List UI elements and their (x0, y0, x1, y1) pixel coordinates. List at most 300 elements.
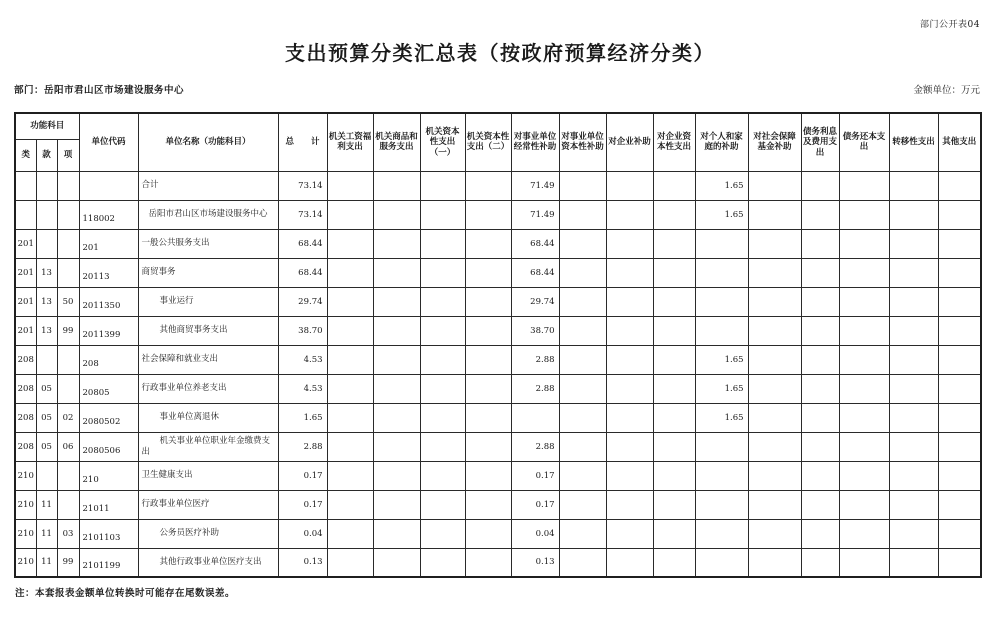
value-cell (606, 432, 653, 461)
unit-name-cell: 合计 (138, 171, 278, 200)
value-cell: 0.17 (511, 461, 559, 490)
value-cell: 71.49 (511, 200, 559, 229)
value-cell (373, 519, 420, 548)
value-cell (748, 461, 801, 490)
value-cell (938, 519, 981, 548)
value-cell (559, 432, 606, 461)
header-col-9: 对企业补助 (606, 113, 653, 171)
value-cell: 0.17 (511, 490, 559, 519)
value-cell (373, 200, 420, 229)
value-cell (420, 258, 465, 287)
unit-code-cell: 21011 (79, 490, 138, 519)
func-section-cell: 13 (36, 287, 57, 316)
value-cell (420, 432, 465, 461)
value-cell (801, 229, 839, 258)
value-cell (748, 490, 801, 519)
func-class-cell: 208 (15, 374, 36, 403)
value-cell (889, 432, 938, 461)
value-cell (889, 548, 938, 577)
doc-code-label: 部门公开表04 (920, 20, 980, 30)
value-cell (748, 316, 801, 345)
value-cell (327, 519, 373, 548)
value-cell (938, 171, 981, 200)
header-function-group: 功能科目 (15, 113, 79, 139)
value-cell (420, 490, 465, 519)
value-cell (559, 345, 606, 374)
value-cell (606, 316, 653, 345)
value-cell (801, 432, 839, 461)
value-cell (801, 200, 839, 229)
value-cell (801, 316, 839, 345)
value-cell (938, 258, 981, 287)
value-cell (606, 548, 653, 577)
unit-code-cell: 20805 (79, 374, 138, 403)
value-cell (839, 490, 889, 519)
value-cell (606, 403, 653, 432)
func-item-cell (57, 461, 79, 490)
value-cell (938, 200, 981, 229)
value-cell (465, 548, 511, 577)
value-cell (938, 287, 981, 316)
unit-name-cell: 一般公共服务支出 (138, 229, 278, 258)
table-footnote: 注：本套报表金额单位转换时可能存在尾数误差。 (15, 588, 236, 599)
header-func-sub-0: 类 (15, 139, 36, 171)
value-cell (465, 316, 511, 345)
value-cell (327, 374, 373, 403)
func-class-cell: 210 (15, 490, 36, 519)
value-cell (748, 432, 801, 461)
func-section-cell: 11 (36, 548, 57, 577)
value-cell (559, 519, 606, 548)
value-cell: 1.65 (695, 403, 748, 432)
value-cell: 1.65 (695, 374, 748, 403)
table-row (15, 171, 981, 200)
func-class-cell: 208 (15, 432, 36, 461)
total-cell: 4.53 (278, 345, 327, 374)
value-cell (938, 316, 981, 345)
func-item-cell: 02 (57, 403, 79, 432)
value-cell (653, 490, 695, 519)
value-cell (373, 316, 420, 345)
page-title: 支出预算分类汇总表（按政府预算经济分类） (285, 41, 715, 65)
value-cell (801, 461, 839, 490)
unit-name-cell: 岳阳市君山区市场建设服务中心 (138, 200, 278, 229)
value-cell: 1.65 (695, 171, 748, 200)
value-cell (695, 287, 748, 316)
header-col-12: 对社会保障基金补助 (748, 113, 801, 171)
func-item-cell (57, 345, 79, 374)
value-cell (373, 490, 420, 519)
value-cell (420, 200, 465, 229)
value-cell (420, 403, 465, 432)
value-cell (465, 519, 511, 548)
value-cell (559, 200, 606, 229)
value-cell (938, 345, 981, 374)
value-cell: 1.65 (695, 345, 748, 374)
table-row (15, 200, 981, 229)
value-cell (801, 258, 839, 287)
value-cell (606, 258, 653, 287)
value-cell (559, 229, 606, 258)
total-cell: 0.17 (278, 461, 327, 490)
header-col-14: 债务还本支出 (839, 113, 889, 171)
unit-code-cell: 2011399 (79, 316, 138, 345)
func-class-cell (15, 200, 36, 229)
value-cell (420, 229, 465, 258)
unit-name-cell: 卫生健康支出 (138, 461, 278, 490)
value-cell (839, 519, 889, 548)
value-cell (653, 287, 695, 316)
value-cell (373, 229, 420, 258)
value-cell (938, 490, 981, 519)
unit-code-cell: 210 (79, 461, 138, 490)
value-cell: 68.44 (511, 229, 559, 258)
table-row (15, 374, 981, 403)
value-cell (373, 548, 420, 577)
func-item-cell (57, 258, 79, 287)
value-cell (606, 200, 653, 229)
value-cell (559, 403, 606, 432)
value-cell (839, 432, 889, 461)
unit-name-cell: 事业运行 (138, 287, 278, 316)
header-col-6: 机关资本性支出（二） (465, 113, 511, 171)
value-cell (695, 316, 748, 345)
func-item-cell: 03 (57, 519, 79, 548)
value-cell (889, 171, 938, 200)
value-cell (559, 548, 606, 577)
value-cell: 0.04 (511, 519, 559, 548)
unit-code-cell: 2080506 (79, 432, 138, 461)
header-col-11: 对个人和家庭的补助 (695, 113, 748, 171)
value-cell (938, 548, 981, 577)
value-cell (695, 519, 748, 548)
value-cell (748, 287, 801, 316)
value-cell (559, 490, 606, 519)
header-col-13: 债务利息及费用支出 (801, 113, 839, 171)
unit-code-cell: 118002 (79, 200, 138, 229)
total-cell: 0.04 (278, 519, 327, 548)
value-cell (465, 461, 511, 490)
total-cell: 4.53 (278, 374, 327, 403)
value-cell (695, 461, 748, 490)
header-func-sub-2: 项 (57, 139, 79, 171)
value-cell: 1.65 (695, 200, 748, 229)
value-cell (801, 171, 839, 200)
value-cell (653, 461, 695, 490)
table-row (15, 345, 981, 374)
unit-code-cell (79, 171, 138, 200)
value-cell (559, 287, 606, 316)
total-cell: 0.13 (278, 548, 327, 577)
value-cell (327, 287, 373, 316)
value-cell (839, 171, 889, 200)
value-cell (327, 316, 373, 345)
unit-code-cell: 201 (79, 229, 138, 258)
value-cell: 68.44 (511, 258, 559, 287)
value-cell (653, 548, 695, 577)
value-cell (465, 258, 511, 287)
budget-summary-table (14, 112, 982, 578)
func-item-cell (57, 490, 79, 519)
total-cell: 73.14 (278, 200, 327, 229)
value-cell (373, 374, 420, 403)
value-cell (839, 461, 889, 490)
func-section-cell: 05 (36, 374, 57, 403)
unit-code-cell: 2080502 (79, 403, 138, 432)
value-cell (653, 403, 695, 432)
value-cell (420, 287, 465, 316)
total-cell: 38.70 (278, 316, 327, 345)
value-cell (465, 200, 511, 229)
unit-name-cell: 机关事业单位职业年金缴费支出 (138, 432, 278, 461)
value-cell (420, 171, 465, 200)
value-cell (889, 345, 938, 374)
func-item-cell: 99 (57, 316, 79, 345)
func-class-cell: 210 (15, 548, 36, 577)
value-cell (606, 287, 653, 316)
func-section-cell: 11 (36, 490, 57, 519)
value-cell (801, 374, 839, 403)
value-cell (889, 519, 938, 548)
amount-unit-label: 金额单位：万元 (913, 85, 980, 96)
func-item-cell (57, 200, 79, 229)
value-cell (653, 374, 695, 403)
value-cell (606, 171, 653, 200)
unit-code-cell: 2011350 (79, 287, 138, 316)
func-class-cell: 201 (15, 258, 36, 287)
value-cell (889, 200, 938, 229)
value-cell (839, 345, 889, 374)
value-cell (327, 432, 373, 461)
value-cell (373, 403, 420, 432)
header-col-1: 单位名称（功能科目） (138, 113, 278, 171)
value-cell (938, 374, 981, 403)
table-row (15, 461, 981, 490)
total-cell: 0.17 (278, 490, 327, 519)
unit-name-cell: 商贸事务 (138, 258, 278, 287)
unit-name-cell: 事业单位离退休 (138, 403, 278, 432)
func-section-cell: 05 (36, 403, 57, 432)
value-cell (801, 548, 839, 577)
table-row (15, 403, 981, 432)
table-row (15, 432, 981, 461)
value-cell (373, 432, 420, 461)
table-row (15, 229, 981, 258)
func-section-cell (36, 229, 57, 258)
value-cell (559, 461, 606, 490)
value-cell (465, 345, 511, 374)
value-cell (889, 461, 938, 490)
unit-code-cell: 2101199 (79, 548, 138, 577)
header-col-3: 机关工资福利支出 (327, 113, 373, 171)
total-cell: 1.65 (278, 403, 327, 432)
func-class-cell: 210 (15, 519, 36, 548)
value-cell (695, 432, 748, 461)
value-cell (465, 403, 511, 432)
header-col-16: 其他支出 (938, 113, 981, 171)
header-col-4: 机关商品和服务支出 (373, 113, 420, 171)
value-cell (373, 345, 420, 374)
value-cell (748, 403, 801, 432)
value-cell (889, 490, 938, 519)
func-item-cell (57, 171, 79, 200)
func-section-cell: 13 (36, 316, 57, 345)
value-cell (559, 171, 606, 200)
value-cell (748, 229, 801, 258)
value-cell (653, 519, 695, 548)
value-cell (839, 548, 889, 577)
value-cell (559, 316, 606, 345)
value-cell (695, 258, 748, 287)
value-cell (748, 171, 801, 200)
header-col-10: 对企业资本性支出 (653, 113, 695, 171)
total-cell: 2.88 (278, 432, 327, 461)
func-item-cell: 50 (57, 287, 79, 316)
value-cell (653, 200, 695, 229)
value-cell (695, 229, 748, 258)
value-cell (801, 345, 839, 374)
value-cell (327, 403, 373, 432)
func-class-cell: 208 (15, 345, 36, 374)
header-col-8: 对事业单位资本性补助 (559, 113, 606, 171)
value-cell (801, 519, 839, 548)
value-cell (938, 461, 981, 490)
value-cell (653, 171, 695, 200)
func-item-cell (57, 229, 79, 258)
value-cell (511, 403, 559, 432)
value-cell (653, 345, 695, 374)
value-cell (938, 403, 981, 432)
value-cell (889, 316, 938, 345)
table-row (15, 519, 981, 548)
value-cell (606, 461, 653, 490)
value-cell (748, 345, 801, 374)
header-col-5: 机关资本性支出（一） (420, 113, 465, 171)
value-cell (465, 229, 511, 258)
value-cell (801, 403, 839, 432)
value-cell: 2.88 (511, 432, 559, 461)
value-cell (839, 287, 889, 316)
table-row (15, 316, 981, 345)
value-cell (801, 287, 839, 316)
value-cell (465, 432, 511, 461)
func-class-cell: 208 (15, 403, 36, 432)
value-cell (420, 345, 465, 374)
value-cell (559, 374, 606, 403)
value-cell (938, 229, 981, 258)
value-cell (327, 171, 373, 200)
value-cell: 0.13 (511, 548, 559, 577)
func-section-cell: 05 (36, 432, 57, 461)
value-cell (559, 258, 606, 287)
value-cell (327, 490, 373, 519)
func-item-cell: 99 (57, 548, 79, 577)
value-cell (801, 490, 839, 519)
table-row (15, 548, 981, 577)
value-cell (327, 229, 373, 258)
value-cell (839, 258, 889, 287)
header-col-0: 单位代码 (79, 113, 138, 171)
value-cell (889, 287, 938, 316)
value-cell (938, 432, 981, 461)
total-cell: 68.44 (278, 258, 327, 287)
func-class-cell: 201 (15, 316, 36, 345)
department-label: 部门：岳阳市君山区市场建设服务中心 (14, 85, 185, 96)
value-cell (695, 490, 748, 519)
unit-code-cell: 20113 (79, 258, 138, 287)
value-cell (653, 258, 695, 287)
value-cell (653, 229, 695, 258)
value-cell (839, 403, 889, 432)
total-cell: 68.44 (278, 229, 327, 258)
meta-row (14, 82, 980, 96)
value-cell (420, 316, 465, 345)
value-cell (420, 548, 465, 577)
header-func-sub-1: 款 (36, 139, 57, 171)
value-cell (373, 461, 420, 490)
table-row (15, 287, 981, 316)
value-cell (327, 200, 373, 229)
table-row (15, 490, 981, 519)
func-section-cell (36, 171, 57, 200)
header-col-2: 总 计 (278, 113, 327, 171)
func-item-cell: 06 (57, 432, 79, 461)
value-cell (606, 229, 653, 258)
unit-name-cell: 其他行政事业单位医疗支出 (138, 548, 278, 577)
value-cell (748, 200, 801, 229)
header-col-7: 对事业单位经常性补助 (511, 113, 559, 171)
value-cell (889, 403, 938, 432)
value-cell (606, 345, 653, 374)
func-section-cell (36, 345, 57, 374)
value-cell (420, 519, 465, 548)
table-row (15, 258, 981, 287)
value-cell (839, 316, 889, 345)
unit-code-cell: 2101103 (79, 519, 138, 548)
func-class-cell: 210 (15, 461, 36, 490)
value-cell (373, 287, 420, 316)
value-cell (889, 374, 938, 403)
value-cell (653, 316, 695, 345)
value-cell (889, 229, 938, 258)
value-cell (748, 374, 801, 403)
value-cell (327, 258, 373, 287)
value-cell (606, 374, 653, 403)
func-class-cell (15, 171, 36, 200)
header-col-15: 转移性支出 (889, 113, 938, 171)
header-row-1 (15, 113, 981, 139)
func-section-cell: 13 (36, 258, 57, 287)
value-cell (839, 200, 889, 229)
value-cell (465, 374, 511, 403)
func-section-cell (36, 200, 57, 229)
value-cell (748, 258, 801, 287)
unit-name-cell: 社会保障和就业支出 (138, 345, 278, 374)
value-cell: 2.88 (511, 345, 559, 374)
value-cell (465, 490, 511, 519)
value-cell (465, 171, 511, 200)
value-cell (327, 461, 373, 490)
value-cell: 71.49 (511, 171, 559, 200)
value-cell (606, 490, 653, 519)
value-cell (748, 519, 801, 548)
total-cell: 29.74 (278, 287, 327, 316)
value-cell (327, 345, 373, 374)
unit-name-cell: 行政事业单位养老支出 (138, 374, 278, 403)
value-cell (420, 374, 465, 403)
total-cell: 73.14 (278, 171, 327, 200)
func-item-cell (57, 374, 79, 403)
